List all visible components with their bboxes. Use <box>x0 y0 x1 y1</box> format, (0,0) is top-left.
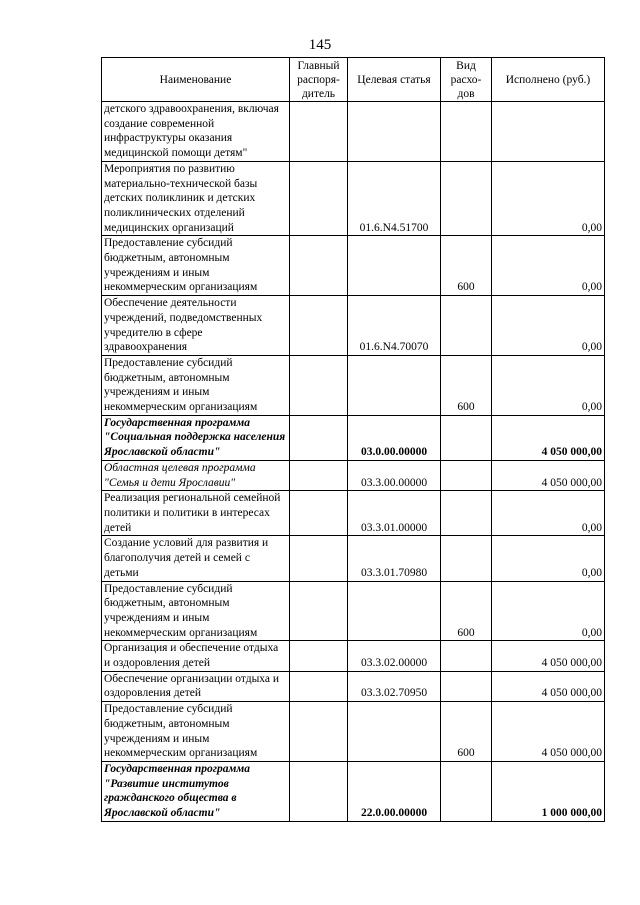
cell-name: Создание условий для развития и благополучия детей и семей с детьми <box>102 536 290 581</box>
cell-name: Предоставление субсидий бюджетным, автономным учреждениям и иным некоммерческим организациям <box>102 581 290 641</box>
cell-amount: 4 050 000,00 <box>492 460 605 490</box>
cell-code <box>348 702 441 762</box>
cell-code <box>348 581 441 641</box>
cell-amount: 0,00 <box>492 236 605 296</box>
cell-admin <box>290 296 348 356</box>
cell-code: 03.3.00.00000 <box>348 460 441 490</box>
cell-admin <box>290 161 348 236</box>
table-row <box>102 415 605 460</box>
cell-name: Организация и обеспечение отдыха и оздоровления детей <box>102 641 290 671</box>
cell-name: Государственная программа "Развитие институтов гражданского общества в Ярославской области" <box>102 761 290 821</box>
cell-name: Областная целевая программа "Семья и дети Ярославии" <box>102 460 290 490</box>
table-row <box>102 460 605 490</box>
header-kind: Вид расхо-дов <box>441 58 492 102</box>
cell-name: детского здравоохранения, включая создание современной инфраструктуры оказания медицинской помощи детям" <box>102 102 290 162</box>
cell-admin <box>290 641 348 671</box>
cell-name: Государственная программа "Социальная поддержка населения Ярославской области" <box>102 415 290 460</box>
cell-code <box>348 102 441 162</box>
cell-admin <box>290 671 348 701</box>
table-row <box>102 161 605 236</box>
table-row <box>102 702 605 762</box>
budget-table <box>101 57 605 822</box>
cell-kind <box>441 491 492 536</box>
cell-amount: 0,00 <box>492 536 605 581</box>
cell-amount: 4 050 000,00 <box>492 415 605 460</box>
cell-name: Обеспечение деятельности учреждений, подведомственных учредителю в сфере здравоохранения <box>102 296 290 356</box>
cell-name: Предоставление субсидий бюджетным, автономным учреждениям и иным некоммерческим организациям <box>102 355 290 415</box>
table-row <box>102 671 605 701</box>
table-row <box>102 641 605 671</box>
cell-amount <box>492 102 605 162</box>
table-row <box>102 761 605 821</box>
cell-amount: 4 050 000,00 <box>492 671 605 701</box>
cell-amount: 0,00 <box>492 355 605 415</box>
header-name: Наименование <box>102 58 290 102</box>
cell-kind <box>441 161 492 236</box>
cell-code: 03.3.02.70950 <box>348 671 441 701</box>
table-header-row <box>102 58 605 102</box>
cell-admin <box>290 702 348 762</box>
cell-code: 03.3.01.00000 <box>348 491 441 536</box>
cell-admin <box>290 460 348 490</box>
cell-kind <box>441 536 492 581</box>
cell-kind <box>441 296 492 356</box>
cell-amount: 0,00 <box>492 161 605 236</box>
table-row <box>102 102 605 162</box>
table-row <box>102 536 605 581</box>
cell-kind <box>441 641 492 671</box>
header-code: Целевая статья <box>348 58 441 102</box>
cell-code: 01.6.N4.70070 <box>348 296 441 356</box>
cell-admin <box>290 102 348 162</box>
cell-kind <box>441 761 492 821</box>
header-admin: Главный распоря-дитель <box>290 58 348 102</box>
cell-kind <box>441 460 492 490</box>
cell-code: 22.0.00.00000 <box>348 761 441 821</box>
cell-kind <box>441 671 492 701</box>
cell-kind: 600 <box>441 236 492 296</box>
cell-code: 01.6.N4.51700 <box>348 161 441 236</box>
cell-admin <box>290 536 348 581</box>
cell-admin <box>290 581 348 641</box>
cell-amount: 0,00 <box>492 491 605 536</box>
cell-admin <box>290 761 348 821</box>
cell-code: 03.3.02.00000 <box>348 641 441 671</box>
cell-kind <box>441 102 492 162</box>
table-row <box>102 355 605 415</box>
table-row <box>102 236 605 296</box>
cell-code: 03.0.00.00000 <box>348 415 441 460</box>
cell-code <box>348 236 441 296</box>
cell-code: 03.3.01.70980 <box>348 536 441 581</box>
cell-name: Предоставление субсидий бюджетным, автономным учреждениям и иным некоммерческим организациям <box>102 702 290 762</box>
table-row <box>102 581 605 641</box>
cell-amount: 4 050 000,00 <box>492 641 605 671</box>
cell-name: Предоставление субсидий бюджетным, автономным учреждениям и иным некоммерческим организациям <box>102 236 290 296</box>
cell-amount: 0,00 <box>492 296 605 356</box>
cell-name: Реализация региональной семейной политики и политики в интересах детей <box>102 491 290 536</box>
cell-kind: 600 <box>441 355 492 415</box>
cell-amount: 4 050 000,00 <box>492 702 605 762</box>
cell-admin <box>290 491 348 536</box>
cell-code <box>348 355 441 415</box>
cell-name: Обеспечение организации отдыха и оздоровления детей <box>102 671 290 701</box>
table-row <box>102 296 605 356</box>
cell-name: Мероприятия по развитию материально-технической базы детских поликлиник и детских поликлинических отделений медицинских организаций <box>102 161 290 236</box>
cell-kind: 600 <box>441 581 492 641</box>
cell-kind: 600 <box>441 702 492 762</box>
cell-amount: 1 000 000,00 <box>492 761 605 821</box>
header-amount: Исполнено (руб.) <box>492 58 605 102</box>
cell-admin <box>290 236 348 296</box>
cell-amount: 0,00 <box>492 581 605 641</box>
page-number: 145 <box>308 37 332 53</box>
cell-kind <box>441 415 492 460</box>
table-row <box>102 491 605 536</box>
cell-admin <box>290 415 348 460</box>
cell-admin <box>290 355 348 415</box>
